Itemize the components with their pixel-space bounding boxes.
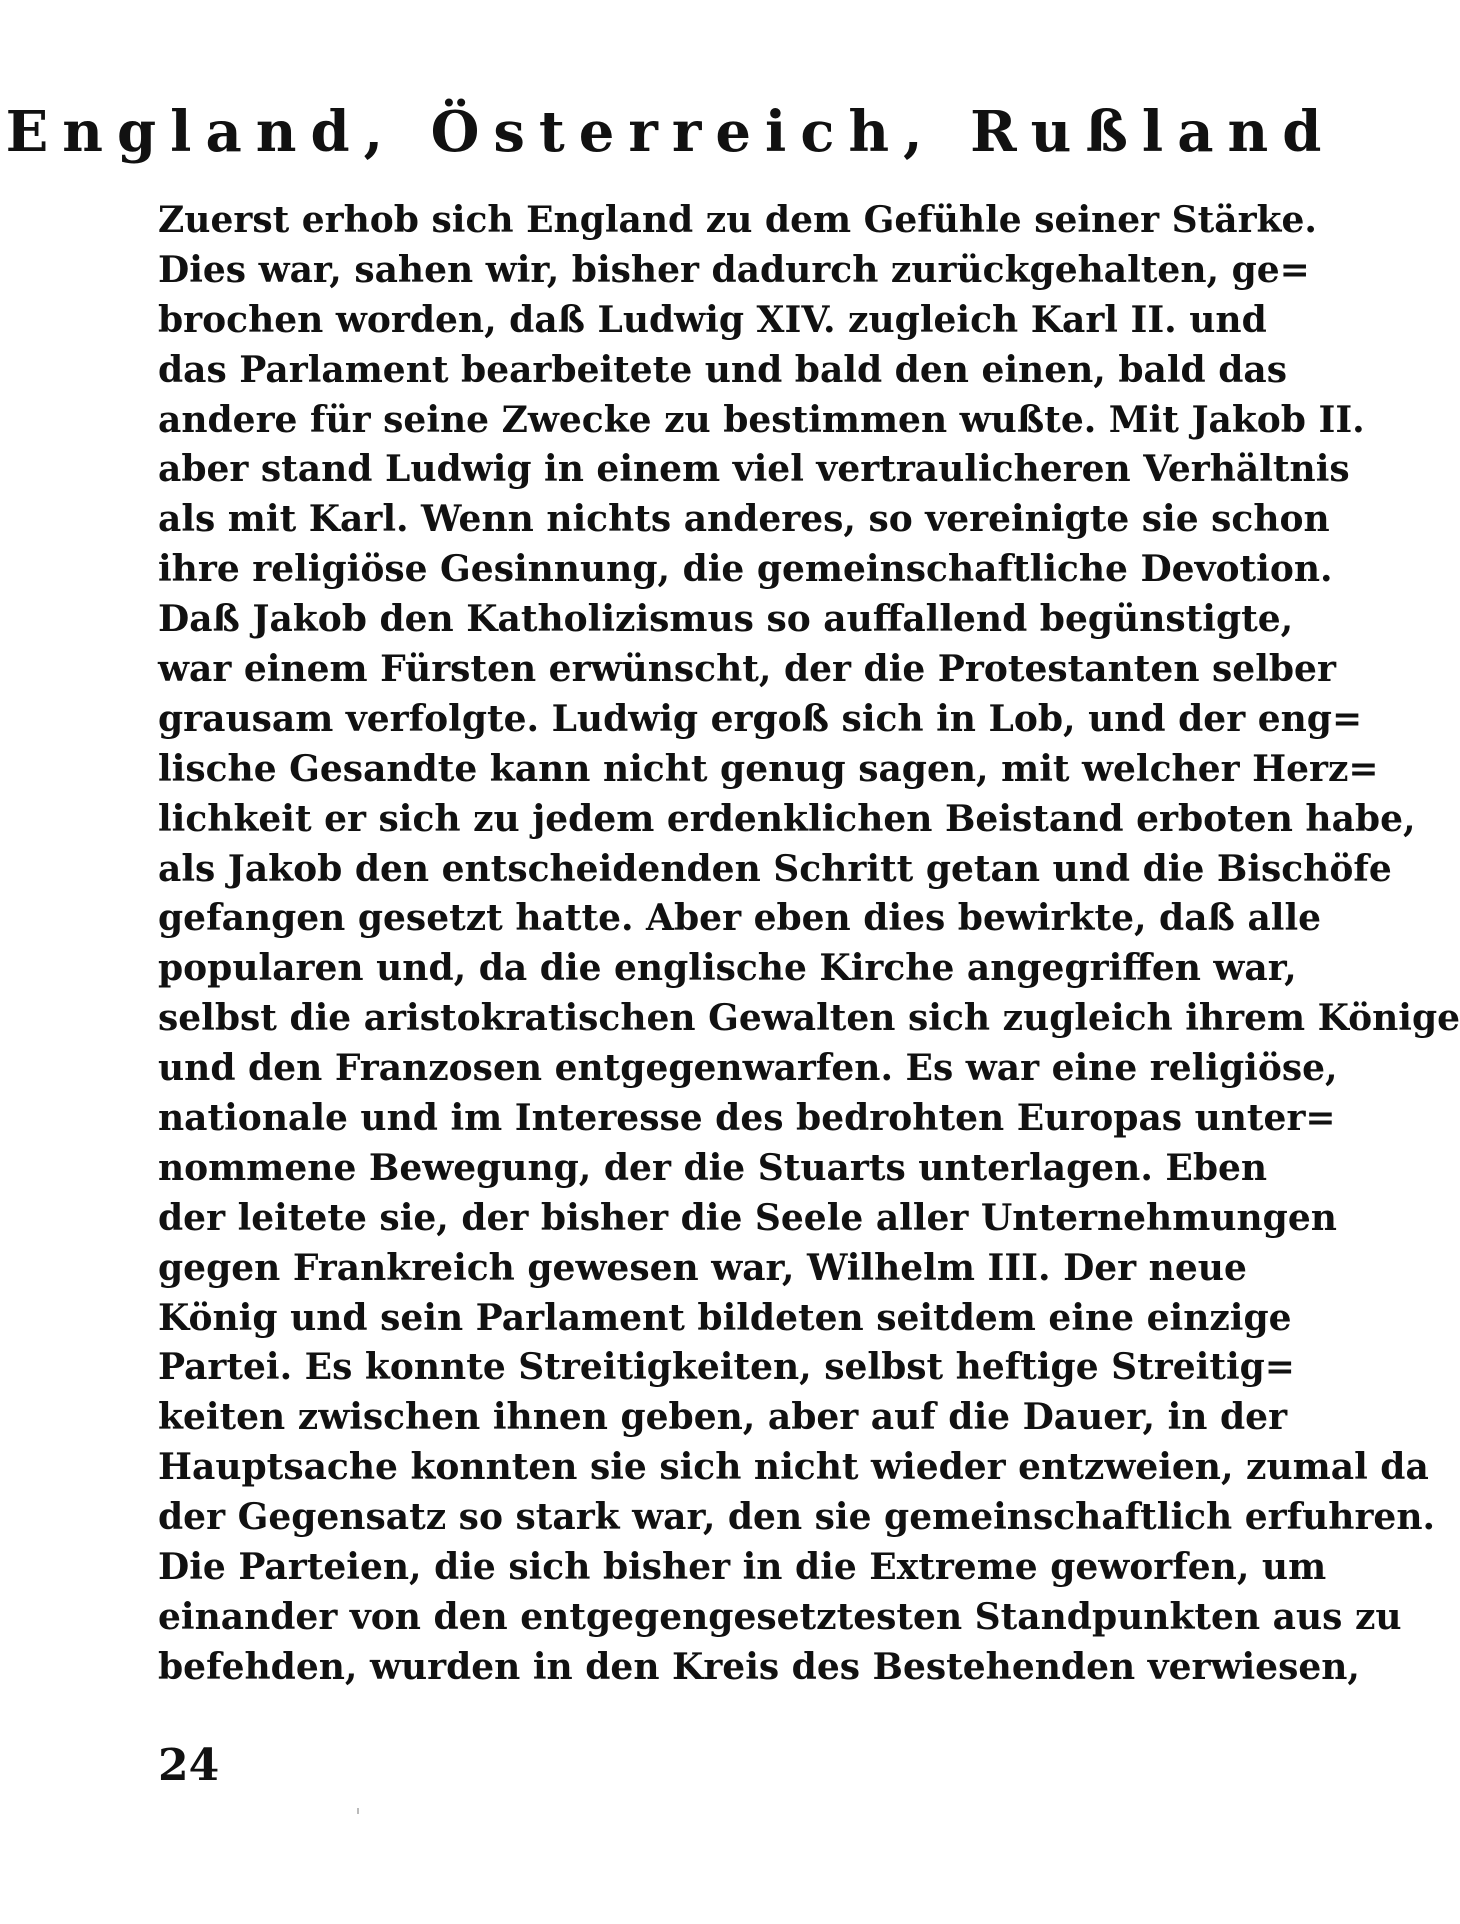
text-line: gefangen gesetzt hatte. Aber eben dies bewirkte, daß alle <box>158 897 1322 940</box>
text-line: Daß Jakob den Katholizismus so auffallend begünstigte, <box>158 598 1294 641</box>
text-line: nationale und im Interesse des bedrohten Europas unter= <box>158 1097 1336 1140</box>
text-line: brochen worden, daß Ludwig XIV. zugleich Karl II. und <box>158 298 1267 341</box>
text-line: einander von den entgegengesetztesten Standpunkten aus zu <box>158 1595 1402 1638</box>
text-line: Partei. Es konnte Streitigkeiten, selbst heftige Streitig= <box>158 1346 1295 1389</box>
text-line: popularen und, da die englische Kirche angegriffen war, <box>158 947 1297 990</box>
text-line: als Jakob den entscheidenden Schritt getan und die Bischöfe <box>158 847 1392 890</box>
text-line: war einem Fürsten erwünscht, der die Protestanten selber <box>158 648 1336 691</box>
text-line: als mit Karl. Wenn nichts anderes, so vereinigte sie schon <box>158 498 1330 541</box>
text-line: Hauptsache konnten sie sich nicht wieder entzweien, zumal da <box>158 1446 1429 1489</box>
body-text <box>158 196 1460 1693</box>
text-line: aber stand Ludwig in einem viel vertraulicheren Verhältnis <box>158 448 1350 491</box>
text-line: befehden, wurden in den Kreis des Bestehenden verwiesen, <box>158 1645 1360 1688</box>
text-line: lichkeit er sich zu jedem erdenklichen Beistand erboten habe, <box>158 797 1416 840</box>
text-line: lische Gesandte kann nicht genug sagen, mit welcher Herz= <box>158 747 1379 790</box>
text-line: das Parlament bearbeitete und bald den einen, bald das <box>158 348 1288 391</box>
running-head: England, Österreich, Rußland <box>5 99 1336 165</box>
text-line: Zuerst erhob sich England zu dem Gefühle seiner Stärke. <box>158 199 1317 241</box>
page-number: 24 <box>158 1740 220 1791</box>
text-line: keiten zwischen ihnen geben, aber auf die Dauer, in der <box>158 1396 1288 1439</box>
text-line: Dies war, sahen wir, bisher dadurch zurückgehalten, ge= <box>158 248 1310 291</box>
text-line: der leitete sie, der bisher die Seele aller Unternehmungen <box>158 1196 1337 1239</box>
text-line: nommene Bewegung, der die Stuarts unterlagen. Eben <box>158 1146 1268 1189</box>
text-line: grausam verfolgte. Ludwig ergoß sich in Lob, und der eng= <box>158 697 1363 740</box>
text-line: der Gegensatz so stark war, den sie gemeinschaftlich erfuhren. <box>158 1496 1436 1539</box>
text-line: König und sein Parlament bildeten seitdem eine einzige <box>158 1296 1292 1339</box>
text-line: gegen Frankreich gewesen war, Wilhelm III. Der neue <box>158 1246 1247 1289</box>
text-line: andere für seine Zwecke zu bestimmen wußte. Mit Jakob II. <box>158 398 1365 441</box>
text-line: und den Franzosen entgegenwarfen. Es war eine religiöse, <box>158 1047 1338 1090</box>
text-line: selbst die aristokratischen Gewalten sich zugleich ihrem Könige <box>158 997 1460 1040</box>
text-line: ihre religiöse Gesinnung, die gemeinschaftliche Devotion. <box>158 548 1333 591</box>
paper-speck <box>357 1808 359 1814</box>
text-line: Die Parteien, die sich bisher in die Extreme geworfen, um <box>158 1546 1327 1589</box>
